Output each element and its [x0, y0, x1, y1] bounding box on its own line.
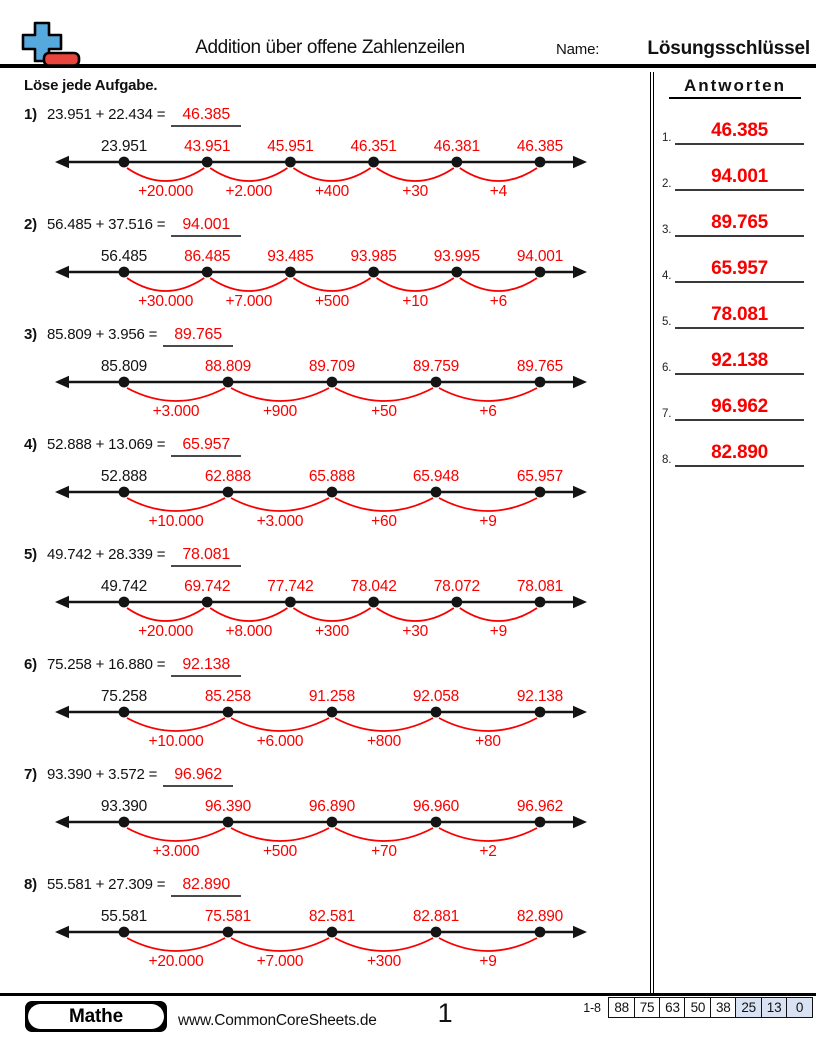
- point-dot: [119, 597, 130, 608]
- answer-value: 65.957: [675, 258, 804, 283]
- left-arrow-icon: [55, 376, 69, 388]
- problem: [24, 656, 624, 758]
- score-cell: 50: [684, 997, 711, 1018]
- point-dot: [535, 377, 546, 388]
- jump-label: +7.000: [256, 953, 304, 970]
- equation-answer: 78.081: [171, 546, 241, 567]
- jump-label: +9: [479, 953, 497, 970]
- equation-answer: 65.957: [171, 436, 241, 457]
- jump-arc: [335, 828, 433, 841]
- answer-value: 78.081: [675, 304, 804, 329]
- plus-minus-logo-icon: [20, 20, 82, 68]
- point-dot: [368, 267, 379, 278]
- score-table: [583, 997, 813, 1018]
- point-dot: [451, 157, 462, 168]
- point-dot: [535, 597, 546, 608]
- jump-arc: [231, 718, 329, 731]
- point-dot: [223, 707, 234, 718]
- jump-arc: [377, 168, 454, 181]
- point-label: 52.888: [100, 468, 148, 485]
- answer-value: 94.001: [675, 166, 804, 191]
- jump-arc: [231, 388, 329, 401]
- answer-row: [662, 112, 804, 145]
- jump-label: +7.000: [225, 293, 273, 310]
- jump-label: +10.000: [148, 733, 204, 750]
- right-arrow-icon: [573, 596, 587, 608]
- jump-arc: [210, 168, 287, 181]
- name-label: Name:: [556, 41, 600, 58]
- equation-answer: 89.765: [163, 326, 233, 347]
- answer-number: 2.: [662, 178, 672, 190]
- number-line-svg: [24, 458, 624, 538]
- answer-value: 46.385: [675, 120, 804, 145]
- right-arrow-icon: [573, 156, 587, 168]
- score-cell: 38: [710, 997, 737, 1018]
- problems-column: [0, 72, 650, 993]
- number-line-svg: [24, 678, 624, 758]
- jump-label: +30: [402, 623, 429, 640]
- equation-text: 23.951 + 22.434 =: [46, 106, 166, 123]
- equation-text: 56.485 + 37.516 =: [46, 216, 166, 233]
- jump-label: +3.000: [152, 403, 200, 420]
- left-arrow-icon: [55, 706, 69, 718]
- problem: [24, 326, 624, 428]
- equation-number: 4): [24, 436, 37, 453]
- jump-label: +900: [262, 403, 298, 420]
- point-label: 65.957: [516, 468, 564, 485]
- equation-number: 1): [24, 106, 37, 123]
- right-arrow-icon: [573, 266, 587, 278]
- jump-arc: [127, 608, 204, 621]
- answer-value: 96.962: [675, 396, 804, 421]
- point-label: 93.390: [100, 798, 148, 815]
- score-cell: 88: [608, 997, 635, 1018]
- jump-arc: [439, 718, 537, 731]
- point-label: 62.888: [204, 468, 252, 485]
- page-title: Addition über offene Zahlenzeilen: [195, 37, 465, 58]
- point-label: 93.985: [350, 248, 397, 265]
- footer: [0, 993, 816, 1056]
- website-url: www.CommonCoreSheets.de: [178, 1012, 377, 1029]
- score-cell: 0: [786, 997, 813, 1018]
- equation-text: 85.809 + 3.956 =: [46, 326, 158, 343]
- point-label: 65.888: [308, 468, 356, 485]
- equation-text: 55.581 + 27.309 =: [46, 876, 166, 893]
- left-arrow-icon: [55, 816, 69, 828]
- jump-label: +10.000: [148, 513, 204, 530]
- point-dot: [285, 597, 296, 608]
- jump-label: +2: [479, 843, 497, 860]
- point-label: 46.381: [433, 138, 480, 155]
- jump-arc: [210, 608, 287, 621]
- jump-arc: [335, 388, 433, 401]
- answer-row: [662, 204, 804, 237]
- point-label: 92.138: [516, 688, 564, 705]
- equation-answer: 92.138: [171, 656, 241, 677]
- jump-arc: [231, 938, 329, 951]
- jump-label: +50: [371, 403, 397, 420]
- point-label: 77.742: [267, 578, 314, 595]
- jump-label: +30: [402, 183, 429, 200]
- jump-arc: [460, 608, 537, 621]
- page-number: 1: [437, 998, 453, 1028]
- answer-number: 7.: [662, 408, 672, 420]
- point-label: 85.258: [204, 688, 252, 705]
- problem: [24, 106, 624, 208]
- subject-badge: [25, 1001, 167, 1032]
- point-label: 93.485: [267, 248, 314, 265]
- right-arrow-icon: [573, 376, 587, 388]
- score-cells: [610, 997, 813, 1018]
- point-label: 46.351: [350, 138, 397, 155]
- point-dot: [327, 487, 338, 498]
- right-arrow-icon: [573, 926, 587, 938]
- instruction-text: Löse jede Aufgabe.: [24, 77, 158, 94]
- jump-label: +300: [366, 953, 402, 970]
- answer-row: [662, 296, 804, 329]
- equation-answer: 94.001: [171, 216, 241, 237]
- point-dot: [119, 707, 130, 718]
- point-label: 89.765: [516, 358, 564, 375]
- jump-label: +30.000: [138, 293, 194, 310]
- point-label: 78.072: [433, 578, 480, 595]
- point-label: 82.890: [516, 908, 564, 925]
- point-dot: [535, 927, 546, 938]
- point-label: 55.581: [100, 908, 148, 925]
- left-arrow-icon: [55, 266, 69, 278]
- jump-label: +400: [314, 183, 350, 200]
- point-dot: [119, 487, 130, 498]
- answer-number: 8.: [662, 454, 672, 466]
- answers-title: Antworten: [669, 76, 801, 99]
- point-label: 89.759: [412, 358, 460, 375]
- point-dot: [431, 487, 442, 498]
- point-dot: [223, 487, 234, 498]
- point-label: 82.581: [308, 908, 356, 925]
- answers-list: [654, 112, 816, 467]
- jump-label: +300: [314, 623, 350, 640]
- jump-arc: [231, 828, 329, 841]
- jump-label: +3.000: [152, 843, 200, 860]
- jump-arc: [127, 498, 225, 511]
- right-arrow-icon: [573, 706, 587, 718]
- point-dot: [535, 157, 546, 168]
- jump-label: +20.000: [138, 623, 194, 640]
- left-arrow-icon: [55, 486, 69, 498]
- point-label: 89.709: [308, 358, 356, 375]
- jump-label: +20.000: [138, 183, 194, 200]
- equation-number: 8): [24, 876, 37, 893]
- point-dot: [451, 267, 462, 278]
- point-label: 96.962: [516, 798, 564, 815]
- point-label: 96.890: [308, 798, 356, 815]
- jump-arc: [335, 498, 433, 511]
- point-dot: [285, 267, 296, 278]
- jump-label: +6: [489, 293, 508, 310]
- point-dot: [535, 487, 546, 498]
- point-dot: [119, 817, 130, 828]
- point-label: 78.042: [350, 578, 397, 595]
- point-dot: [202, 157, 213, 168]
- point-dot: [202, 597, 213, 608]
- equation-row: [24, 216, 241, 237]
- jump-arc: [127, 718, 225, 731]
- jump-arc: [377, 278, 454, 291]
- point-label: 91.258: [308, 688, 356, 705]
- jump-arc: [293, 278, 370, 291]
- equation-number: 3): [24, 326, 37, 343]
- jump-arc: [335, 938, 433, 951]
- equation-text: 93.390 + 3.572 =: [46, 766, 158, 783]
- score-cell: 13: [761, 997, 788, 1018]
- equation-row: [24, 766, 233, 787]
- jump-label: +10: [402, 293, 429, 310]
- jump-label: +800: [366, 733, 402, 750]
- point-dot: [119, 157, 130, 168]
- point-dot: [327, 377, 338, 388]
- problem: [24, 436, 624, 538]
- jump-label: +2.000: [225, 183, 273, 200]
- jump-label: +500: [314, 293, 350, 310]
- jump-arc: [127, 278, 204, 291]
- point-dot: [431, 377, 442, 388]
- jump-label: +70: [371, 843, 397, 860]
- right-arrow-icon: [573, 486, 587, 498]
- number-line-svg: [24, 898, 624, 978]
- answer-number: 1.: [662, 132, 672, 144]
- jump-arc: [439, 498, 537, 511]
- point-dot: [368, 157, 379, 168]
- equation-row: [24, 436, 241, 457]
- jump-label: +6.000: [256, 733, 304, 750]
- number-line-svg: [24, 238, 624, 318]
- equation-number: 2): [24, 216, 37, 233]
- right-arrow-icon: [573, 816, 587, 828]
- jump-arc: [335, 718, 433, 731]
- jump-label: +60: [371, 513, 397, 530]
- point-label: 46.385: [516, 138, 564, 155]
- point-dot: [327, 927, 338, 938]
- answer-number: 5.: [662, 316, 672, 328]
- jump-label: +20.000: [148, 953, 204, 970]
- point-label: 45.951: [267, 138, 314, 155]
- subject-badge-label: Mathe: [28, 1004, 164, 1029]
- jump-label: +3.000: [256, 513, 304, 530]
- equation-answer: 96.962: [163, 766, 233, 787]
- point-label: 65.948: [412, 468, 460, 485]
- header: [0, 0, 816, 68]
- point-label: 75.581: [204, 908, 252, 925]
- point-label: 85.809: [100, 358, 148, 375]
- equation-text: 52.888 + 13.069 =: [46, 436, 166, 453]
- point-label: 82.881: [412, 908, 460, 925]
- jump-arc: [439, 388, 537, 401]
- jump-arc: [460, 278, 537, 291]
- equation-row: [24, 656, 241, 677]
- jump-label: +9: [489, 623, 508, 640]
- answer-row: [662, 434, 804, 467]
- point-label: 96.960: [412, 798, 460, 815]
- point-dot: [285, 157, 296, 168]
- point-dot: [431, 927, 442, 938]
- answer-number: 6.: [662, 362, 672, 374]
- point-dot: [368, 597, 379, 608]
- jump-arc: [127, 168, 204, 181]
- point-dot: [535, 817, 546, 828]
- answer-row: [662, 158, 804, 191]
- answer-value: 92.138: [675, 350, 804, 375]
- point-dot: [451, 597, 462, 608]
- equation-row: [24, 876, 241, 897]
- jump-label: +80: [475, 733, 501, 750]
- answer-value: 82.890: [675, 442, 804, 467]
- point-dot: [223, 817, 234, 828]
- point-dot: [431, 707, 442, 718]
- answer-row: [662, 342, 804, 375]
- problem: [24, 766, 624, 868]
- answer-row: [662, 250, 804, 283]
- jump-arc: [210, 278, 287, 291]
- point-label: 49.742: [100, 578, 148, 595]
- jump-arc: [127, 938, 225, 951]
- point-label: 78.081: [516, 578, 564, 595]
- point-label: 86.485: [184, 248, 231, 265]
- answers-panel: [650, 72, 816, 993]
- equation-number: 6): [24, 656, 37, 673]
- point-label: 92.058: [412, 688, 460, 705]
- answer-number: 3.: [662, 224, 672, 236]
- point-dot: [223, 927, 234, 938]
- number-line-svg: [24, 788, 624, 868]
- point-label: 93.995: [433, 248, 480, 265]
- jump-arc: [293, 608, 370, 621]
- equation-number: 7): [24, 766, 37, 783]
- answer-number: 4.: [662, 270, 672, 282]
- point-dot: [431, 817, 442, 828]
- problem: [24, 876, 624, 978]
- jump-label: +6: [479, 403, 497, 420]
- point-label: 96.390: [204, 798, 252, 815]
- score-range-label: 1-8: [583, 1000, 601, 1015]
- answer-key-label: Lösungsschlüssel: [647, 38, 810, 59]
- jump-label: +8.000: [225, 623, 273, 640]
- jump-arc: [231, 498, 329, 511]
- jump-arc: [293, 168, 370, 181]
- point-label: 69.742: [184, 578, 231, 595]
- left-arrow-icon: [55, 596, 69, 608]
- point-dot: [535, 267, 546, 278]
- number-line-svg: [24, 128, 624, 208]
- point-dot: [119, 377, 130, 388]
- point-label: 75.258: [100, 688, 148, 705]
- jump-arc: [127, 828, 225, 841]
- problem: [24, 216, 624, 318]
- answer-value: 89.765: [675, 212, 804, 237]
- point-dot: [223, 377, 234, 388]
- point-dot: [327, 707, 338, 718]
- point-label: 94.001: [516, 248, 564, 265]
- equation-text: 49.742 + 28.339 =: [46, 546, 166, 563]
- point-dot: [327, 817, 338, 828]
- equation-row: [24, 326, 233, 347]
- number-line-svg: [24, 568, 624, 648]
- point-label: 88.809: [204, 358, 252, 375]
- problem: [24, 546, 624, 648]
- equation-row: [24, 546, 241, 567]
- minus-icon: [44, 53, 79, 66]
- point-label: 23.951: [100, 138, 148, 155]
- point-label: 43.951: [184, 138, 231, 155]
- equation-answer: 82.890: [171, 876, 241, 897]
- score-cell: 63: [659, 997, 686, 1018]
- point-dot: [119, 927, 130, 938]
- jump-arc: [439, 938, 537, 951]
- jump-arc: [377, 608, 454, 621]
- jump-label: +4: [489, 183, 508, 200]
- point-label: 56.485: [100, 248, 148, 265]
- jump-label: +9: [479, 513, 497, 530]
- score-cell: 75: [634, 997, 661, 1018]
- equation-text: 75.258 + 16.880 =: [46, 656, 166, 673]
- jump-arc: [439, 828, 537, 841]
- answer-row: [662, 388, 804, 421]
- number-line-svg: [24, 348, 624, 428]
- equation-number: 5): [24, 546, 37, 563]
- equation-row: [24, 106, 241, 127]
- score-cell: 25: [735, 997, 762, 1018]
- left-arrow-icon: [55, 156, 69, 168]
- point-dot: [119, 267, 130, 278]
- jump-arc: [127, 388, 225, 401]
- point-dot: [535, 707, 546, 718]
- equation-answer: 46.385: [171, 106, 241, 127]
- left-arrow-icon: [55, 926, 69, 938]
- jump-arc: [460, 168, 537, 181]
- jump-label: +500: [262, 843, 298, 860]
- point-dot: [202, 267, 213, 278]
